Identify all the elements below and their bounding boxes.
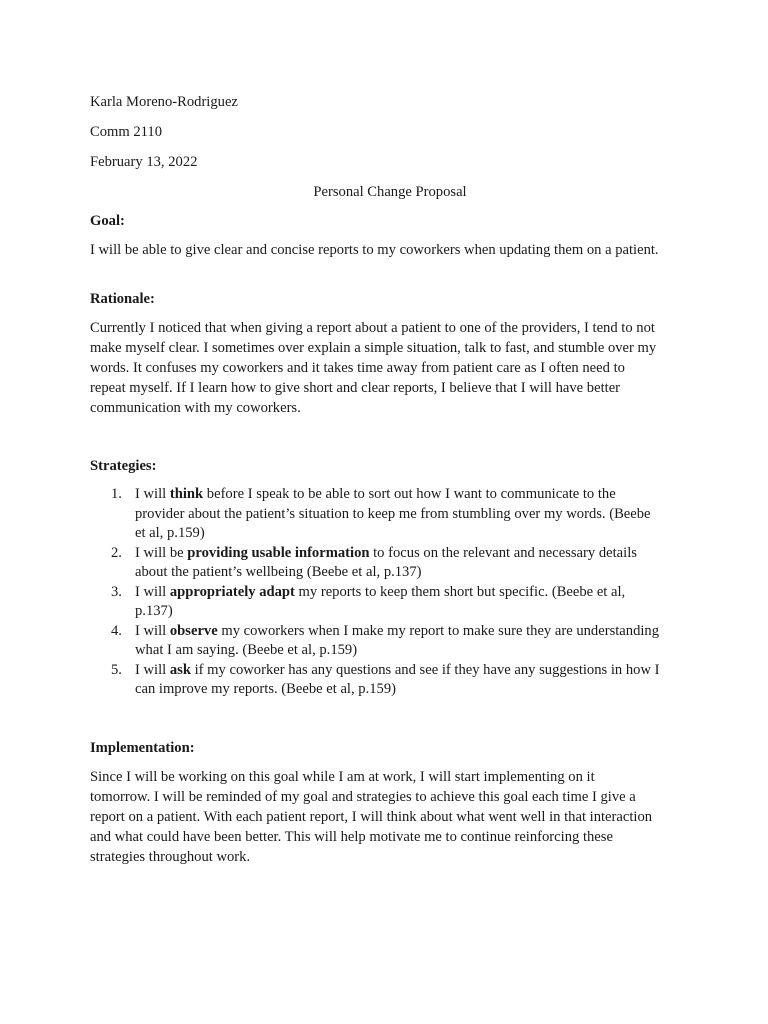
item-text: I will [135, 583, 170, 600]
item-text: can improve my reports. (Beebe et al, p.159) [135, 681, 396, 697]
implementation-paragraph [90, 767, 690, 867]
list-item [90, 583, 690, 622]
implementation-line: strategies throughout work. [90, 848, 251, 865]
item-text: my reports to keep them short but specific. (Beebe et al, [294, 583, 626, 600]
list-number: 2. [111, 544, 122, 561]
item-text: to focus on the relevant and necessary details [369, 544, 637, 561]
rationale-line: communication with my coworkers. [90, 400, 301, 416]
list-item [90, 622, 690, 661]
rationale-line: Currently I noticed that when giving a report about a patient to one of the providers, I tend to not [90, 320, 655, 336]
implementation-line: and what could have been better. This will help motivate me to continue reinforcing these [90, 828, 613, 845]
item-text: if my coworker has any questions and see if they have any suggestions in how I [190, 661, 660, 678]
rationale-line: repeat myself. If I learn how to give short and clear reports, I believe that I will have better [90, 380, 621, 396]
item-text: provider about the patient’s situation to keep me from stumbling over my words. (Beebe [135, 505, 651, 522]
item-text: I will [135, 622, 170, 639]
document-date: February 13, 2022 [90, 154, 198, 170]
list-item [90, 661, 690, 700]
rationale-line: make myself clear. I sometimes over explain a simple situation, talk to fast, and stumble over my [90, 340, 657, 356]
strategies-heading: Strategies: [90, 458, 157, 474]
author-name: Karla Moreno-Rodriguez [90, 94, 238, 110]
implementation-line: Since I will be working on this goal while I am at work, I will start implementing on it [90, 768, 595, 785]
implementation-line: report on a patient. With each patient report, I will think about what went well in that interaction [90, 808, 653, 825]
item-text: I will [135, 661, 170, 678]
item-keyword: appropriately adapt [169, 583, 295, 600]
rationale-heading: Rationale: [90, 291, 155, 307]
item-text: what I am saying. (Beebe et al, p.159) [135, 642, 358, 658]
item-text: p.137) [135, 603, 173, 619]
list-item [90, 544, 690, 583]
item-keyword: observe [169, 622, 218, 639]
list-number: 3. [111, 583, 122, 600]
list-number: 5. [111, 661, 122, 678]
item-text: about the patient’s wellbeing (Beebe et al, p.137) [135, 564, 422, 580]
rationale-paragraph [90, 318, 690, 418]
document-page [90, 92, 690, 867]
implementation-line: tomorrow. I will be reminded of my goal and strategies to achieve this goal each time I give a [90, 788, 636, 805]
goal-text: I will be able to give clear and concise reports to my coworkers when updating them on a patient. [90, 242, 659, 258]
item-keyword: providing usable information [187, 544, 370, 561]
item-text: et al, p.159) [135, 525, 205, 541]
document-title: Personal Change Proposal [313, 184, 467, 200]
course-name: Comm 2110 [90, 124, 163, 140]
item-keyword: think [169, 486, 204, 502]
item-text: my coworkers when I make my report to make sure they are understanding [217, 622, 660, 639]
rationale-line: words. It confuses my coworkers and it takes time away from patient care as I often need to [90, 360, 625, 376]
list-item [90, 485, 690, 544]
list-number: 4. [111, 622, 122, 639]
item-text: I will be [135, 544, 188, 561]
item-keyword: ask [169, 661, 191, 678]
implementation-heading: Implementation: [90, 739, 195, 756]
item-text: before I speak to be able to sort out how I want to communicate to the [203, 486, 616, 502]
list-number: 1. [111, 486, 122, 502]
strategies-list [90, 485, 690, 700]
item-text: I will [135, 486, 170, 502]
goal-heading: Goal: [90, 213, 125, 229]
